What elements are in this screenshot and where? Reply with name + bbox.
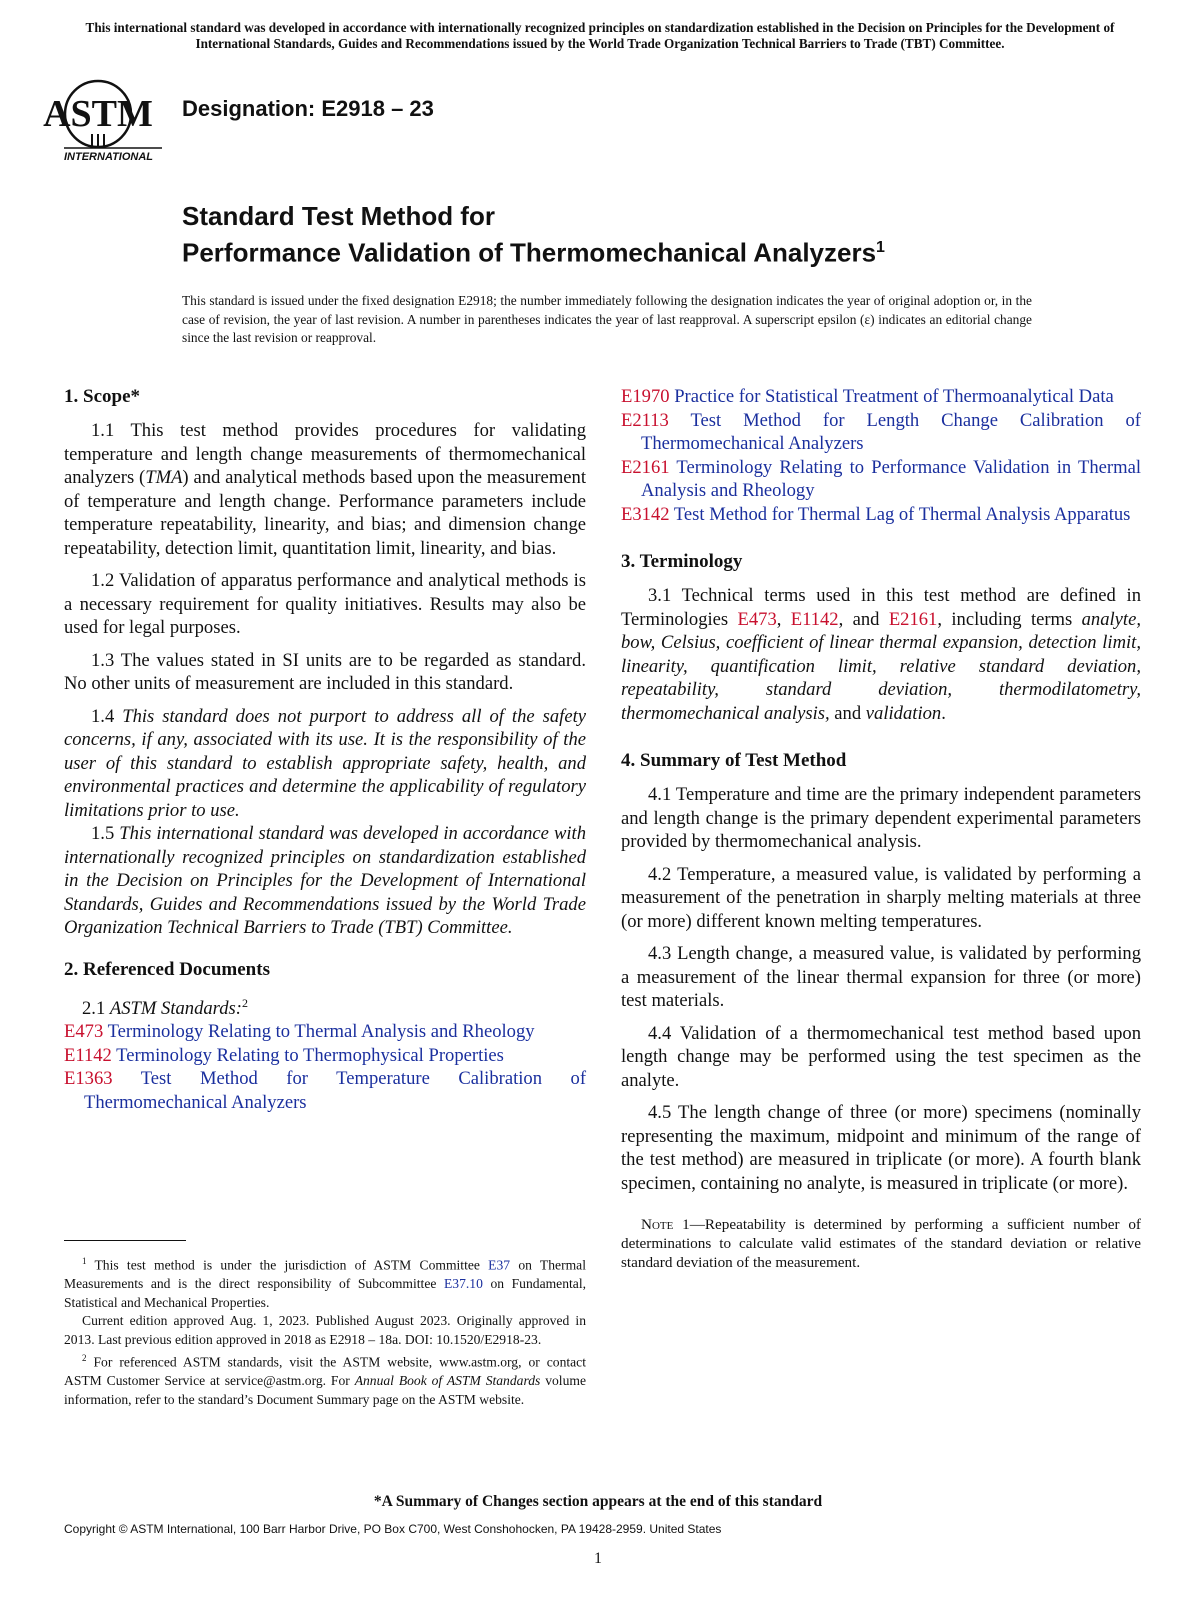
- scope-1-1-text-b: ) and analytical methods based upon the measurement of temperature and length change. Performance parameters include temperature repeatability, linearity, and bias; and dimension change repeatability, detection limit, quantitation limit, linearity, and bias.: [64, 467, 586, 559]
- term-sep: , and: [838, 608, 889, 630]
- title-footnote-ref: 1: [876, 239, 885, 256]
- scope-1-1: [64, 419, 586, 560]
- summary-4-3: 4.3 Length change, a measured value, is validated by performing a measurement of the linear thermal expansion for three (or more) test materials.: [621, 943, 1141, 1011]
- title-line-1: Standard Test Method for: [182, 201, 495, 231]
- referenced-heading: 2. Referenced Documents: [64, 958, 270, 980]
- ref-code[interactable]: E1142: [64, 1044, 112, 1066]
- footnote-edition: Current edition approved Aug. 1, 2023. Published August 2023. Originally approved in 2013. Last previous edition approved in 2018 as E2918 – 18a. DOI: 10.1520/E2918-23.: [64, 1313, 586, 1347]
- term-last: validation: [865, 702, 942, 724]
- ref-title[interactable]: Terminology Relating to Performance Validation in Thermal Analysis and Rheology: [641, 456, 1141, 501]
- term-ref-e473[interactable]: E473: [737, 608, 777, 630]
- copyright: Copyright © ASTM International, 100 Barr Harbor Drive, PO Box C700, West Conshohocken, PA 19428-2959. United States: [64, 1522, 722, 1536]
- summary-heading: 4. Summary of Test Method: [621, 750, 847, 771]
- footnote-2-text-a: For referenced ASTM standards, visit the ASTM website, www.astm.org, or contact ASTM Customer Service at service@astm.org. For: [64, 1354, 586, 1389]
- footnote-1-marker: 1: [82, 1256, 87, 1266]
- scope-1-4: [64, 705, 586, 823]
- ref-code[interactable]: E2113: [621, 409, 669, 431]
- astm-logo: [43, 74, 170, 166]
- note-1: [621, 1215, 1141, 1272]
- footnote-2-marker: 2: [82, 1353, 87, 1364]
- note-text: —Repeatability is determined by performing a sufficient number of determinations to calculate valid estimates of the standard deviation or relative standard deviation of the measurement.: [621, 1216, 1141, 1271]
- scope-1-5-num: 1.5: [91, 823, 120, 844]
- designation: Designation: E2918 – 23: [182, 96, 434, 121]
- summary-4-5: 4.5 The length change of three (or more) specimens (nominally representing the maximum, midpoint and minimum of the range of the test method) are measured in triplicate (or more). A fourth blank specimen, containing no analyte, is measured in triplicate (or more).: [621, 1102, 1141, 1194]
- astm-standards-sub: [64, 992, 586, 1021]
- document-title: [182, 200, 885, 269]
- scope-1-5: [64, 822, 586, 940]
- sub-footnote-ref: 2: [241, 995, 248, 1010]
- page-number: 1: [594, 1550, 602, 1567]
- scope-1-3: 1.3 The values stated in SI units are to be regarded as standard. No other units of measurement are included in this standard.: [64, 649, 586, 694]
- terminology-3-1: [621, 584, 1141, 725]
- logo-caption: INTERNATIONAL: [64, 151, 154, 163]
- ref-item[interactable]: [64, 1020, 586, 1044]
- term-text-c: and: [829, 702, 866, 724]
- footnote-2: [64, 1349, 586, 1409]
- term-list: analyte, bow, Celsius, coefficient of linear thermal expansion, detection limit, linearity, quantification limit, relative standard deviation, repeatability, standard deviation, thermodilatometry, thermomechanical analysis,: [621, 608, 1141, 724]
- logo-letters: ASTM: [43, 93, 153, 135]
- left-column: [64, 385, 586, 1114]
- right-column: [621, 385, 1141, 1272]
- scope-1-4-num: 1.4: [91, 705, 123, 727]
- scope-1-1-text-a: 1.1 This test method provides procedures for validating temperature and length change measurements of thermomechanical analyzers (: [64, 420, 586, 488]
- term-text-d: .: [941, 702, 946, 724]
- footnote-1-text-c: on Fundamental, Statistical and Mechanical Properties.: [64, 1276, 586, 1310]
- summary-4-1: 4.1 Temperature and time are the primary independent parameters and length change is the primary dependent experimental parameters provided by thermomechanical analysis.: [621, 784, 1141, 852]
- footnote-rule: [64, 1240, 186, 1241]
- ref-item[interactable]: [64, 1044, 586, 1068]
- title-line-2: [182, 232, 885, 269]
- term-ref-e2161[interactable]: E2161: [888, 608, 938, 630]
- summary-4-4: 4.4 Validation of a thermomechanical test method based upon length change may be performed using the test specimen as the analyte.: [621, 1022, 1141, 1091]
- term-ref-e1142[interactable]: E1142: [790, 608, 839, 630]
- ref-item[interactable]: [64, 1067, 586, 1114]
- scope-1-4-text: This standard does not purport to address all of the safety concerns, if any, associated with its use. It is the responsibility of the user of this standard to establish appropriate safety, health, and environmental practices and determine the applicability of regulatory limitations prior to use.: [64, 705, 586, 821]
- footnote-1: [64, 1252, 586, 1312]
- footnote-2-italic: Annual Book of ASTM Standards: [354, 1373, 541, 1389]
- summary-of-changes-notice: *A Summary of Changes section appears at the end of this standard: [373, 1493, 823, 1510]
- footnote-1-text-b: on Thermal Measurements and is the direct responsibility of Subcommittee: [64, 1257, 586, 1292]
- ref-title[interactable]: Test Method for Length Change Calibration of Thermomechanical Analyzers: [641, 409, 1141, 454]
- scope-1-5-text: This international standard was developed in accordance with internationally recognized principles on standardization established in the Decision on Principles for the Development of International Standards, Guides and Recommendations issued by the World Trade Organization Technical Barriers to Trade (TBT) Committee.: [64, 823, 587, 938]
- terminology-heading: 3. Terminology: [621, 551, 743, 572]
- committee-link[interactable]: E37: [488, 1257, 511, 1273]
- term-sep: ,: [776, 608, 791, 630]
- ref-title[interactable]: Test Method for Thermal Lag of Thermal Analysis Apparatus: [673, 503, 1131, 525]
- ref-title[interactable]: Test Method for Temperature Calibration of Thermomechanical Analyzers: [84, 1068, 587, 1113]
- scope-1-2: 1.2 Validation of apparatus performance and analytical methods is a necessary requirement for quality initiatives. Results may also be used for legal purposes.: [64, 570, 586, 638]
- footnote-1-text-a: This test method is under the jurisdiction of ASTM Committee: [86, 1257, 489, 1273]
- summary-4-2: 4.2 Temperature, a measured value, is validated by performing a measurement of the penetration in sharply melting materials at three (or more) different known melting temperatures.: [621, 863, 1141, 932]
- ref-title[interactable]: Practice for Statistical Treatment of Thermoanalytical Data: [674, 386, 1114, 407]
- ref-item[interactable]: [621, 503, 1141, 527]
- footnotes: [64, 1252, 586, 1409]
- footnote-2-text-b: volume information, refer to the standard’s Document Summary page on the ASTM website.: [64, 1373, 586, 1407]
- ref-code[interactable]: E473: [64, 1021, 104, 1043]
- subcommittee-link[interactable]: E37.10: [443, 1276, 483, 1292]
- ref-item[interactable]: [621, 456, 1141, 503]
- ref-code[interactable]: E2161: [621, 456, 670, 478]
- issued-note: This standard is issued under the fixed designation E2918; the number immediately following the designation indicates the year of original adoption or, in the case of revision, the year of last revision. A number in parentheses indicates the year of last reapproval. A superscript epsilon (ε) indicates an editorial change since the last revision or reapproval.: [182, 293, 1032, 345]
- ref-code[interactable]: E3142: [621, 503, 670, 525]
- sub-text: ASTM Standards:: [109, 997, 242, 1019]
- ref-title[interactable]: Terminology Relating to Thermal Analysis and Rheology: [107, 1021, 535, 1043]
- ref-title[interactable]: Terminology Relating to Thermophysical Properties: [116, 1044, 504, 1066]
- term-text-a: 3.1 Technical terms used in this test method are defined in Terminologies: [621, 585, 1141, 630]
- sub-num: 2.1: [82, 997, 110, 1019]
- note-label: Note 1: [641, 1216, 690, 1233]
- top-notice: This international standard was developed in accordance with internationally recognized principles on standardization established in the Decision on Principles for the Development of International Standards, Guides and Recommendations issued by the World Trade Organization Technical Barriers to Trade (TBT) Committee.: [85, 20, 1115, 51]
- ref-item[interactable]: [621, 385, 1141, 409]
- ref-item[interactable]: [621, 409, 1141, 456]
- tma-abbrev: TMA: [145, 467, 183, 488]
- title-text: Performance Validation of Thermomechanical Analyzers: [182, 237, 877, 268]
- scope-heading: 1. Scope*: [64, 386, 140, 407]
- ref-code[interactable]: E1363: [64, 1068, 113, 1090]
- ref-code[interactable]: E1970: [621, 386, 670, 407]
- term-text-b: , including terms: [937, 608, 1082, 630]
